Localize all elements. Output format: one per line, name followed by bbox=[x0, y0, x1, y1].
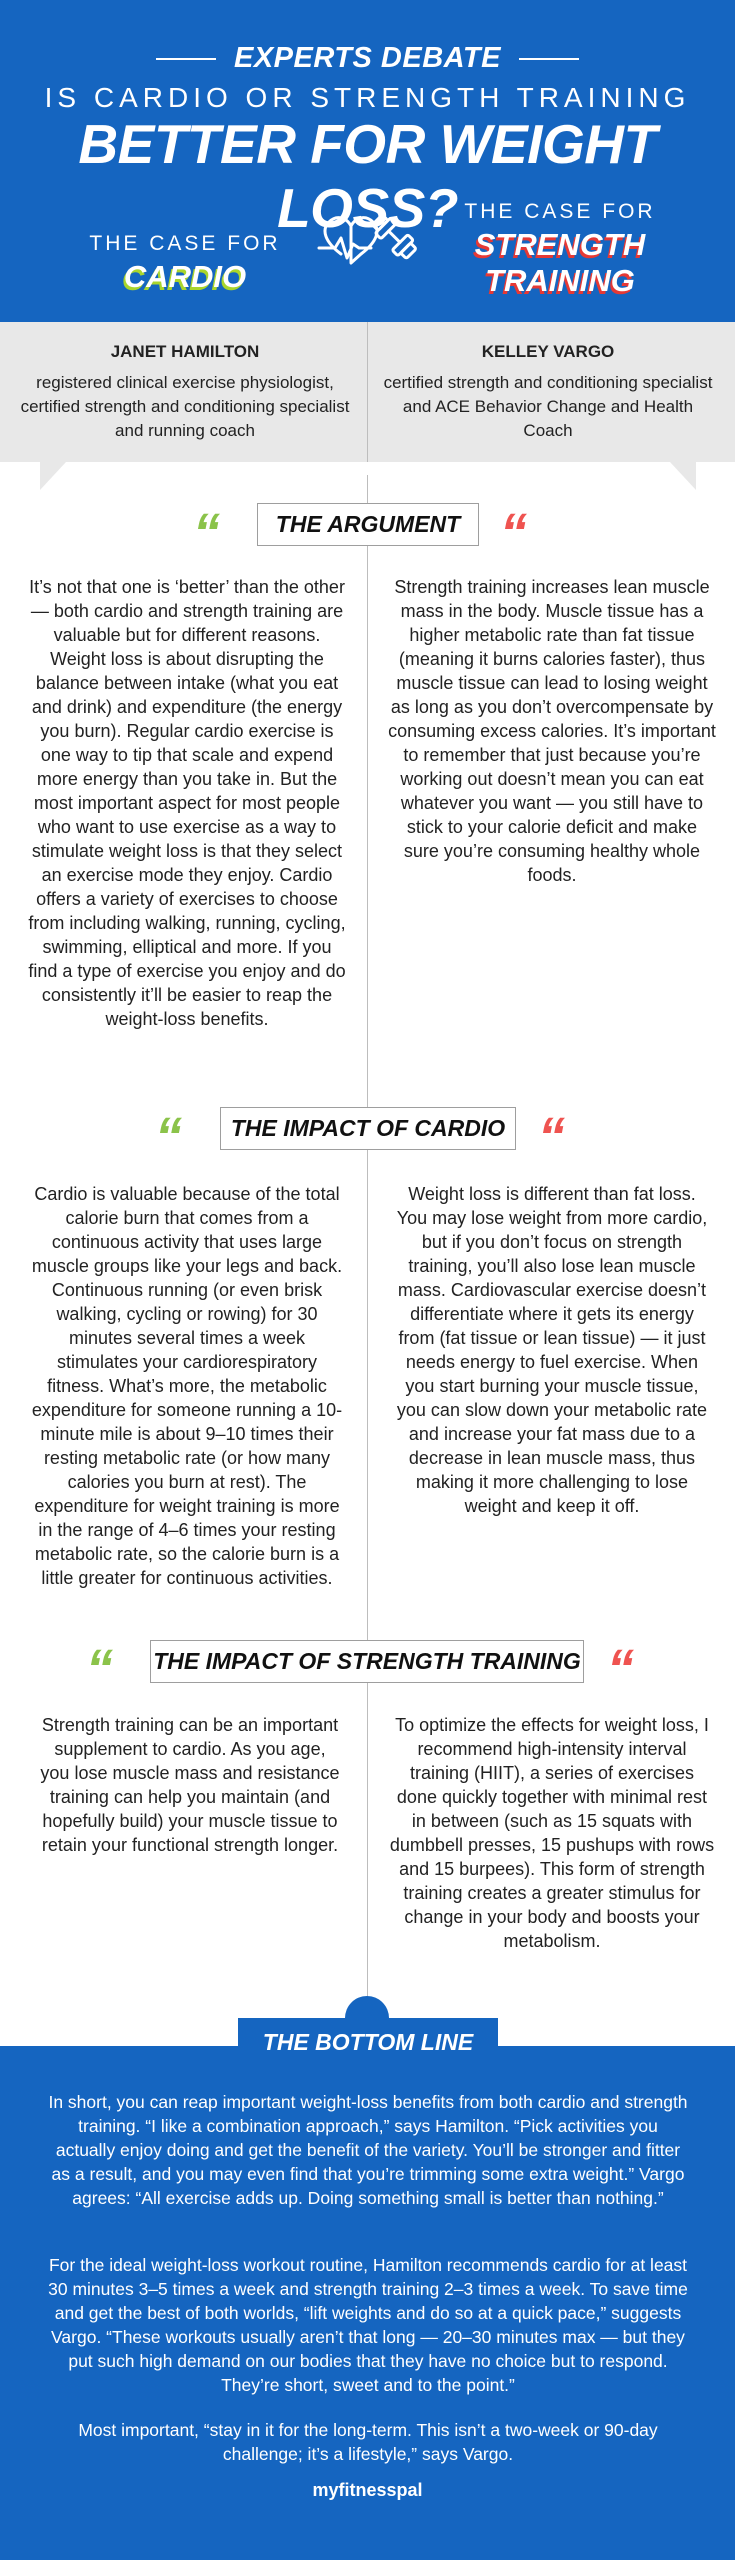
impact-strength-left-text: Strength training can be an important supplement to cardio. As you age, you lose muscle mass and resistance training can help you maintain (and hopefully build) your muscle tissue to retain your functional strength longer. bbox=[40, 1715, 340, 1855]
bottom-line-paragraph-3: Most important, “stay in it for the long-term. This isn’t a two-week or 90-day challenge; it’s a lifestyle,” says Vargo. bbox=[78, 2420, 658, 2464]
quote-mark-green-icon: “ bbox=[86, 1642, 113, 1682]
kicker-left-rule bbox=[156, 58, 216, 60]
expert-name: JANET HAMILTON bbox=[110, 342, 260, 361]
quote-mark-green-icon: “ bbox=[193, 506, 220, 546]
question-text: IS CARDIO OR STRENGTH TRAINING bbox=[44, 82, 691, 113]
impact-strength-right-text: To optimize the effects for weight loss, I recommend high-intensity interval training (HIIT), a series of exercises done quickly together with minimal rest in between (such as 15 squats with dumbbell presses, 15 pushups with rows and 15 burpees). This form of strength training creates a greater stimulus for change in your body and boosts your metabolism. bbox=[389, 1715, 715, 1951]
header-banner bbox=[0, 0, 735, 322]
case-for-cardio bbox=[70, 232, 300, 292]
strength-label: STRENGTH bbox=[474, 227, 646, 262]
case-for-strength bbox=[440, 200, 680, 296]
headline: BETTER FOR WEIGHT LOSS? bbox=[78, 113, 657, 239]
quote-mark-green-icon: “ bbox=[155, 1110, 182, 1150]
section-title-argument: THE ARGUMENT bbox=[257, 503, 479, 546]
dumbbell-heartbeat-icon bbox=[315, 196, 425, 296]
bottom-line-paragraph-1: In short, you can reap important weight-loss benefits from both cardio and strength training. “I like a combination approach,” says Hamilton. “Pick activities you actually enjoy doing and get the benefit of the variety. You’ll be stronger and fitter as a result, and you may even find that you’re trimming some extra weight.” Vargo agrees: “All exercise adds up. Doing something small is better than nothing.” bbox=[48, 2092, 688, 2208]
section-title-impact-cardio: THE IMPACT OF CARDIO bbox=[220, 1107, 516, 1150]
expert-title: registered clinical exercise physiologist, certified strength and conditioning specialist and running coach bbox=[20, 373, 350, 440]
experts-divider bbox=[367, 322, 368, 462]
case-for-label: THE CASE FOR bbox=[464, 200, 656, 223]
impact-cardio-left-text: Cardio is valuable because of the total calorie burn that comes from a continuous activity that uses large muscle groups like your legs and back. Continuous running (or even brisk walking, cycling or rowing) for 30 minutes several times a week stimulates your cardiorespiratory fitness. What’s more, the metabolic expenditure for someone running a 10-minute mile is about 9–10 times their resting metabolic rate (or how many calories you burn at rest). The expenditure for weight training is more in the range of 4–6 times your resting metabolic rate, so the calorie burn is a little greater for continuous activities. bbox=[31, 1184, 343, 1588]
expert-name: KELLEY VARGO bbox=[481, 342, 615, 361]
quote-mark-red-icon: “ bbox=[500, 506, 527, 546]
training-label: TRAINING bbox=[485, 263, 635, 298]
speech-tail-left bbox=[40, 462, 66, 490]
expert-left bbox=[15, 342, 355, 443]
kicker-row bbox=[0, 42, 735, 75]
expert-title: certified strength and conditioning specialist and ACE Behavior Change and Health Coach bbox=[383, 373, 713, 440]
quote-mark-red-icon: “ bbox=[607, 1642, 634, 1682]
kicker-text: EXPERTS DEBATE bbox=[234, 42, 501, 74]
section-title-impact-strength: THE IMPACT OF STRENGTH TRAINING bbox=[150, 1640, 584, 1683]
quote-mark-red-icon: “ bbox=[538, 1110, 565, 1150]
expert-right bbox=[378, 342, 718, 443]
argument-cardio-text: It’s not that one is ‘better’ than the other — both cardio and strength training are valuable but for different reasons. Weight loss is about disrupting the balance between intake (what you eat and drink) and expenditure (the energy you burn). Regular cardio exercise is one way to tip that scale and expend more energy than you take in. But the most important aspect for most people who want to use exercise as a way to stimulate weight loss is that they select an exercise mode they enjoy. Cardio offers a variety of exercises to choose from including walking, running, cycling, swimming, elliptical and more. If you find a type of exercise you enjoy and do consistently it’ll be easier to reap the weight-loss benefits. bbox=[28, 577, 346, 1029]
bottom-line-title: THE BOTTOM LINE bbox=[238, 2018, 498, 2066]
cardio-label: CARDIO bbox=[123, 259, 247, 294]
argument-strength-text: Strength training increases lean muscle mass in the body. Muscle tissue has a higher metabolic rate than fat tissue (meaning it burns calories faster), thus muscle tissue can lead to losing weight as long as you don’t overcompensate by consuming excess calories. It’s important to remember that just because you’re working out doesn’t mean you can eat whatever you want — you still have to stick to your calorie deficit and make sure you’re consuming healthy whole foods. bbox=[388, 577, 716, 885]
speech-tail-right bbox=[670, 462, 696, 490]
brand-logo[interactable]: myfitnesspal bbox=[312, 2480, 423, 2500]
kicker-right-rule bbox=[519, 58, 579, 60]
center-divider bbox=[367, 475, 368, 2015]
impact-cardio-right-text: Weight loss is different than fat loss. You may lose weight from more cardio, but if you don’t focus on strength training, you’ll also lose lean muscle mass. Cardiovascular exercise doesn’t differentiate where it gets its energy from (fat tissue or lean tissue) — it just needs energy to fuel exercise. When you start burning your muscle tissue, you can slow down your metabolic rate and increase your fat mass due to a decrease in lean muscle mass, thus making it more challenging to lose weight and keep it off. bbox=[396, 1184, 708, 1516]
bottom-line-paragraph-2: For the ideal weight-loss workout routine, Hamilton recommends cardio for at least 30 minutes 3–5 times a week and strength training 2–3 times a week. To save time and get the best of both worlds, “lift weights and do so at a quick pace,” suggests Vargo. “These workouts usually aren’t that long — 20–30 minutes max — but they put such high demand on our bodies that they have no choice but to respond. They’re short, sweet and to the point.” bbox=[48, 2255, 688, 2395]
case-for-label: THE CASE FOR bbox=[89, 232, 281, 255]
